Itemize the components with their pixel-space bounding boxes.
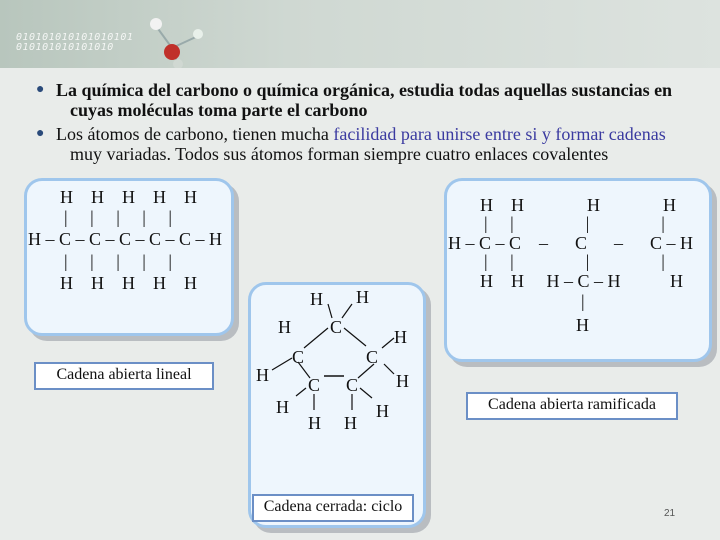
bullet-highlight: facilidad para unirse entre si y formar cadenas bbox=[333, 124, 666, 144]
bullet-text: cuyas moléculas toma parte el carbono bbox=[70, 100, 368, 120]
bullet-icon: ● bbox=[36, 126, 45, 141]
binary-decoration: 010101010101010 bbox=[16, 42, 114, 53]
ring-atom: H bbox=[278, 317, 291, 337]
branched-formula-row: H bbox=[576, 315, 589, 335]
ring-atom: H bbox=[256, 365, 269, 385]
ring-atom: H bbox=[356, 287, 369, 307]
page-number: 21 bbox=[664, 508, 676, 519]
branched-chain-label: Cadena abierta ramificada bbox=[466, 392, 678, 420]
linear-chain-label: Cadena abierta lineal bbox=[34, 362, 214, 390]
cyclic-chain-label: Cadena cerrada: ciclo bbox=[252, 494, 414, 522]
ring-atom: H bbox=[308, 413, 321, 433]
header-banner bbox=[0, 0, 720, 68]
bullet-icon: ● bbox=[36, 82, 45, 97]
ring-atom: C bbox=[330, 317, 343, 337]
ring-atom: H bbox=[396, 371, 409, 391]
linear-formula-row: | | | | | bbox=[64, 251, 173, 271]
ring-atom: C bbox=[292, 347, 305, 367]
ring-atom: C bbox=[366, 347, 379, 367]
branched-formula-row: | | | | bbox=[484, 251, 665, 271]
branched-formula-row: H – C – C – C – C – H bbox=[448, 233, 694, 253]
linear-formula-row: H H H H H bbox=[60, 187, 197, 207]
linear-formula-row: | | | | | bbox=[64, 207, 173, 227]
bullet-text: muy variadas. Todos sus átomos forman siempre cuatro enlaces covalentes bbox=[70, 144, 609, 164]
molecule-icon bbox=[148, 6, 218, 68]
linear-formula-row: H – C – C – C – C – C – H bbox=[28, 229, 223, 249]
ring-atom: H bbox=[276, 397, 289, 417]
branched-formula-row: H H H H bbox=[480, 195, 676, 215]
ring-bonds bbox=[248, 282, 428, 432]
branched-formula-row: | bbox=[581, 291, 585, 311]
ring-atom: H bbox=[394, 327, 407, 347]
ring-atom: C bbox=[346, 375, 359, 395]
ring-atom: C bbox=[308, 375, 321, 395]
bullet-text: Los átomos de carbono, tienen mucha bbox=[56, 124, 334, 144]
binary-decoration: 010101010101010101 bbox=[16, 32, 134, 43]
bullet-text: La química del carbono o química orgánica, estudia todas aquellas sustancias en bbox=[56, 80, 673, 100]
ring-atom: H bbox=[310, 289, 323, 309]
linear-formula-row: H H H H H bbox=[60, 273, 197, 293]
ring-atom: H bbox=[344, 413, 357, 433]
branched-formula-row: H H H – C – H H bbox=[480, 271, 684, 291]
branched-formula-row: | | | | bbox=[484, 213, 665, 233]
ring-atom: H bbox=[376, 401, 389, 421]
